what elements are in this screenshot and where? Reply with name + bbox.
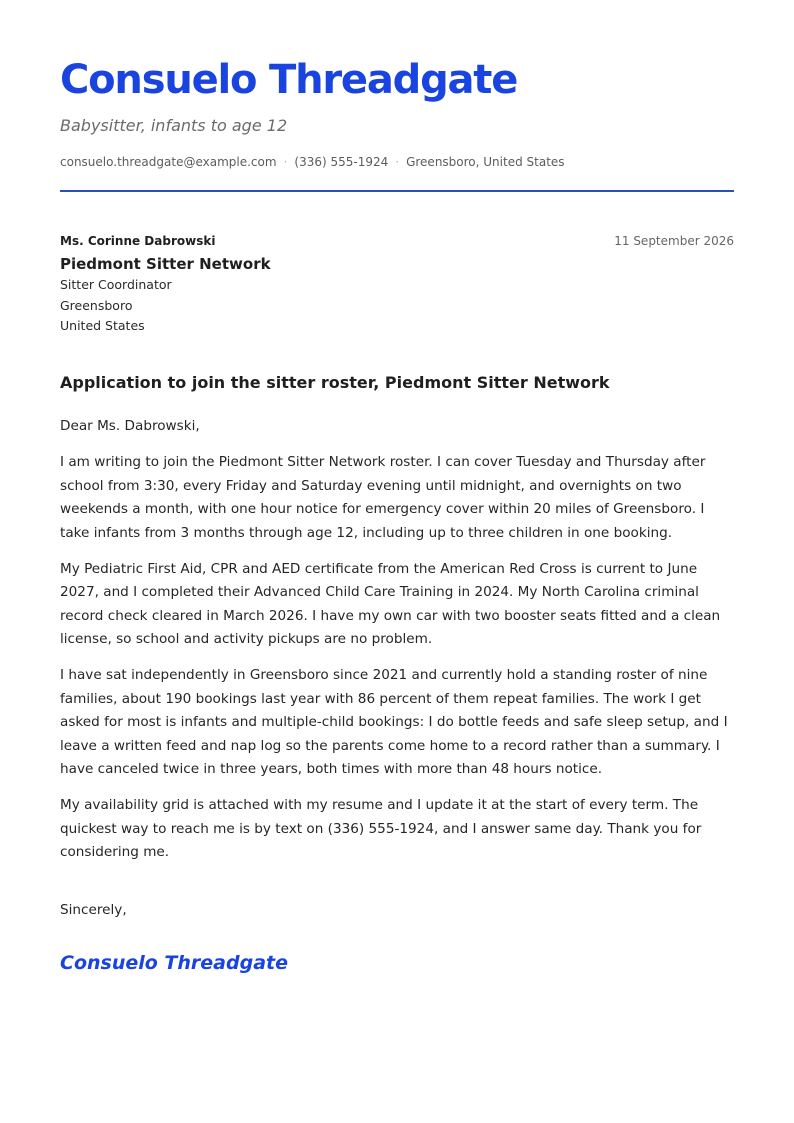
recipient-organization: Piedmont Sitter Network <box>60 255 271 273</box>
letter-body <box>60 415 734 877</box>
recipient-title: Sitter Coordinator <box>60 277 172 292</box>
contact-separator: · <box>395 155 400 169</box>
contact-location: Greensboro, United States <box>406 155 565 169</box>
contact-phone: (336) 555-1924 <box>294 155 389 169</box>
contact-separator: · <box>283 155 288 169</box>
applicant-name: Consuelo Threadgate <box>60 57 518 103</box>
applicant-headline: Babysitter, infants to age 12 <box>60 116 288 135</box>
closing: Sincerely, <box>60 902 127 918</box>
header-divider <box>60 190 734 192</box>
body-paragraph: I have sat independently in Greensboro since 2021 and currently hold a standing roster of nine families, about 190 bookings last year with 86 percent of them repeat families. The work I get asked for most is infants and multiple-child bookings: I do bottle feeds and safe sleep setup, and I leave a written feed and nap log so the parents come home to a record rather than a summary. I have canceled twice in three years, both times with more than 48 hours notice. <box>60 667 728 777</box>
contact-email: consuelo.threadgate@example.com <box>60 155 277 169</box>
body-paragraph: My availability grid is attached with my resume and I update it at the start of every term. The quickest way to reach me is by text on (336) 555-1924, and I answer same day. Thank you for considering me. <box>60 797 702 860</box>
signature: Consuelo Threadgate <box>60 952 288 974</box>
body-paragraph: My Pediatric First Aid, CPR and AED certificate from the American Red Cross is current to June 2027, and I completed their Advanced Child Care Training in 2024. My North Carolina criminal record check cleared in March 2026. I have my own car with two booster seats fitted and a clean license, so school and activity pickups are no problem. <box>60 560 721 647</box>
recipient-country: United States <box>60 318 145 333</box>
letter-date: 11 September 2026 <box>614 234 734 248</box>
contact-line <box>60 153 565 171</box>
letter-subject: Application to join the sitter roster, Piedmont Sitter Network <box>60 373 610 392</box>
recipient-city: Greensboro <box>60 298 133 313</box>
recipient-name: Ms. Corinne Dabrowski <box>60 234 216 248</box>
salutation: Dear Ms. Dabrowski, <box>60 418 200 434</box>
body-paragraph: I am writing to join the Piedmont Sitter Network roster. I can cover Tuesday and Thursday after school from 3:30, every Friday and Saturday evening until midnight, and overnights on two weekends a month, with one hour notice for emergency cover within 20 miles of Greensboro. I take infants from 3 months through age 12, including up to three children in one booking. <box>60 454 706 541</box>
